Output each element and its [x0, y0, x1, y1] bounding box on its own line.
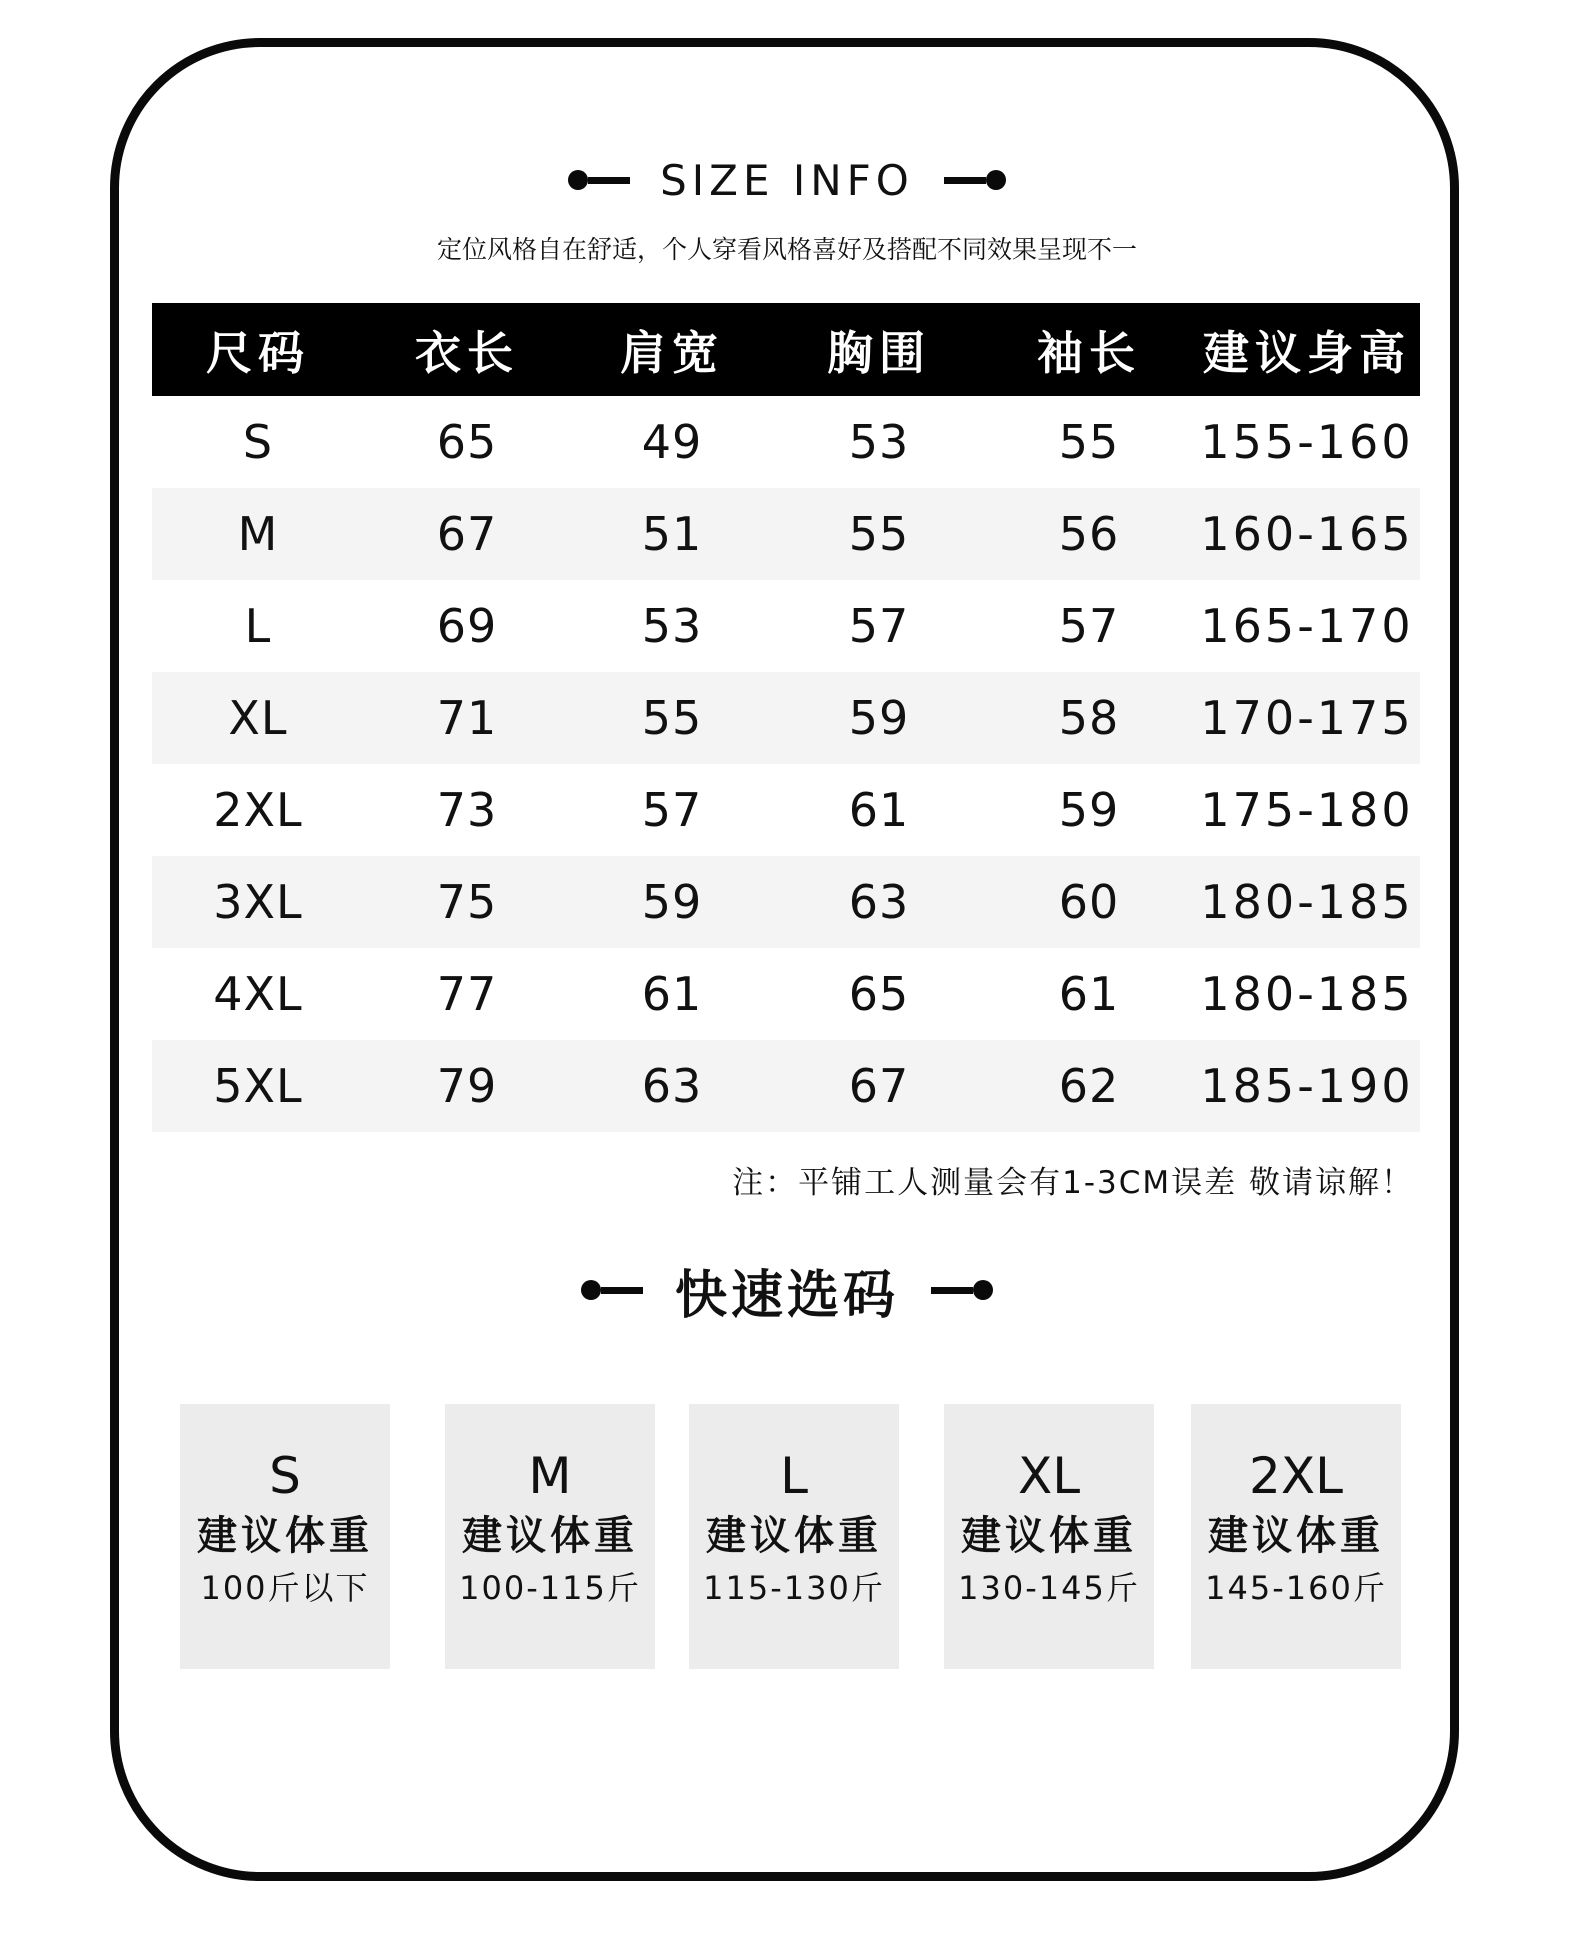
cell-sleeve: 59: [1058, 783, 1120, 837]
cell-shoulder: 59: [570, 856, 774, 948]
cell-chest: 55: [774, 488, 984, 580]
card-size: XL: [1017, 1447, 1081, 1505]
cell-length: 67: [364, 488, 570, 580]
cell-height: 180-185: [1194, 856, 1420, 948]
table-row: [152, 580, 1420, 672]
card-weight: 115-130斤: [703, 1569, 885, 1607]
cell-chest: 57: [848, 599, 910, 653]
cell-shoulder: 53: [641, 599, 703, 653]
left-ornament: [581, 1280, 643, 1300]
cell-chest: 61: [848, 783, 910, 837]
cell-size: XL: [152, 672, 364, 764]
quick-select-heading: [0, 1255, 1574, 1325]
cell-height: 155-160: [1200, 415, 1414, 469]
cell-chest: 67: [774, 1040, 984, 1132]
cell-sleeve: 61: [1058, 967, 1120, 1021]
cell-height: 160-165: [1194, 488, 1420, 580]
card-label: 建议体重: [197, 1513, 373, 1559]
cell-length: 71: [364, 672, 570, 764]
cell-size: 4XL: [213, 967, 303, 1021]
left-ornament: [568, 170, 630, 190]
cell-shoulder: 55: [570, 672, 774, 764]
col-header-shoulder: 肩宽: [570, 303, 774, 396]
table-row: [152, 1040, 1420, 1132]
cell-size: S: [242, 415, 274, 469]
card-label: 建议体重: [706, 1513, 882, 1559]
quick-select-title: 快速选码: [674, 1265, 899, 1326]
col-header-length: 衣长: [364, 303, 570, 396]
cell-sleeve: 57: [1058, 599, 1120, 653]
cell-length: 69: [436, 599, 498, 653]
cell-sleeve: 56: [984, 488, 1194, 580]
cell-chest: 63: [774, 856, 984, 948]
cell-chest: 53: [848, 415, 910, 469]
size-card-2xl: [1191, 1404, 1401, 1669]
cell-size: M: [152, 488, 364, 580]
table-row: [152, 488, 1420, 580]
cell-length: 79: [364, 1040, 570, 1132]
card-label: 建议体重: [462, 1513, 638, 1559]
cell-height: 170-175: [1194, 672, 1420, 764]
table-row: [152, 856, 1420, 948]
card-weight: 130-145斤: [958, 1569, 1140, 1607]
table-header-row: [152, 303, 1420, 396]
size-card-l: [689, 1404, 899, 1669]
card-weight: 145-160斤: [1205, 1569, 1387, 1607]
cell-size: 2XL: [213, 783, 303, 837]
cell-sleeve: 55: [1058, 415, 1120, 469]
cell-sleeve: 58: [984, 672, 1194, 764]
table-row: [152, 948, 1420, 1040]
cell-shoulder: 61: [641, 967, 703, 1021]
table-row: [152, 672, 1420, 764]
card-size: M: [528, 1447, 572, 1505]
cell-shoulder: 51: [570, 488, 774, 580]
cell-size: L: [244, 599, 272, 653]
cell-height: 175-180: [1200, 783, 1414, 837]
cell-length: 65: [436, 415, 498, 469]
right-ornament: [944, 170, 1006, 190]
cell-shoulder: 63: [570, 1040, 774, 1132]
card-weight: 100斤以下: [200, 1569, 370, 1607]
table-row: [152, 764, 1420, 856]
cell-size: 3XL: [152, 856, 364, 948]
size-card-s: [180, 1404, 390, 1669]
size-table: [152, 303, 1420, 1132]
card-label: 建议体重: [1208, 1513, 1384, 1559]
right-ornament: [931, 1280, 993, 1300]
size-card-xl: [944, 1404, 1154, 1669]
size-info-heading: [0, 152, 1574, 208]
cell-length: 77: [436, 967, 498, 1021]
table-row: [152, 396, 1420, 488]
col-header-chest: 胸围: [774, 303, 984, 396]
cell-height: 185-190: [1194, 1040, 1420, 1132]
cell-size: 5XL: [152, 1040, 364, 1132]
card-size: L: [780, 1447, 808, 1505]
measurement-note: 注：平铺工人测量会有1-3CM误差 敬请谅解！: [732, 1165, 1414, 1201]
card-weight: 100-115斤: [459, 1569, 641, 1607]
col-header-sleeve: 袖长: [984, 303, 1194, 396]
cell-chest: 65: [848, 967, 910, 1021]
subtitle: 定位风格自在舒适，个人穿看风格喜好及搭配不同效果呈现不一: [436, 235, 1137, 264]
size-info-title: SIZE INFO: [660, 155, 914, 205]
card-size: S: [269, 1447, 301, 1505]
card-size: 2XL: [1249, 1447, 1343, 1505]
cell-length: 75: [364, 856, 570, 948]
cell-sleeve: 60: [984, 856, 1194, 948]
cell-shoulder: 49: [641, 415, 703, 469]
cell-length: 73: [436, 783, 498, 837]
cell-chest: 59: [774, 672, 984, 764]
col-header-height: 建议身高: [1194, 303, 1420, 396]
card-label: 建议体重: [961, 1513, 1137, 1559]
size-card-m: [445, 1404, 655, 1669]
cell-height: 165-170: [1200, 599, 1414, 653]
cell-sleeve: 62: [984, 1040, 1194, 1132]
cell-shoulder: 57: [641, 783, 703, 837]
col-header-size: 尺码: [152, 303, 364, 396]
cell-height: 180-185: [1200, 967, 1414, 1021]
